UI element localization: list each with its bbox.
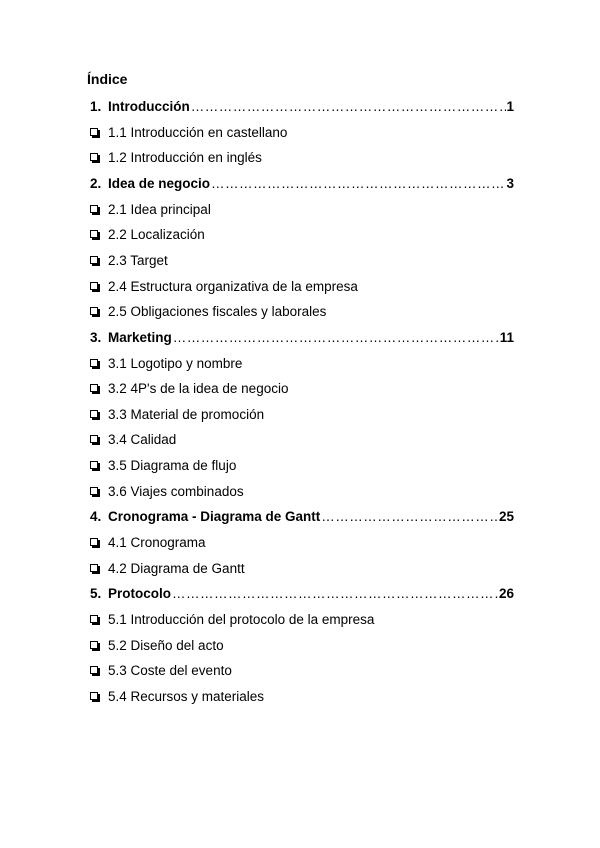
checkbox-bullet-icon (90, 307, 100, 317)
toc-subsection-entry[interactable] (90, 225, 205, 245)
index-title: Índice (87, 71, 128, 87)
toc-subsection-entry[interactable] (90, 430, 176, 450)
subsection-label: 4.2 Diagrama de Gantt (108, 560, 245, 576)
toc-chapter-entry[interactable] (90, 328, 514, 348)
toc-subsection-entry[interactable] (90, 251, 168, 271)
subsection-label: 5.3 Coste del evento (108, 663, 232, 679)
toc-subsection-entry[interactable] (90, 354, 242, 374)
checkbox-bullet-icon (90, 230, 100, 240)
chapter-title: Marketing (108, 329, 172, 345)
toc-subsection-entry[interactable] (90, 405, 264, 425)
dot-leader (172, 584, 499, 604)
subsection-label: 1.2 Introducción en inglés (108, 150, 262, 166)
dot-leader (173, 328, 500, 348)
chapter-page-number: 11 (499, 329, 514, 345)
checkbox-bullet-icon (90, 128, 100, 138)
toc-subsection-entry[interactable] (90, 661, 232, 681)
checkbox-bullet-icon (90, 410, 100, 420)
checkbox-bullet-icon (90, 384, 100, 394)
checkbox-bullet-icon (90, 666, 100, 676)
toc-chapter-entry[interactable] (90, 507, 514, 527)
chapter-page-number: 25 (498, 509, 514, 525)
checkbox-bullet-icon (90, 205, 100, 215)
chapter-title: Introducción (108, 99, 190, 114)
chapter-title: Idea de negocio (108, 175, 211, 191)
subsection-label: 2.5 Obligaciones fiscales y laborales (108, 304, 327, 320)
subsection-label: 5.2 Diseño del acto (108, 637, 224, 653)
checkbox-bullet-icon (90, 692, 100, 702)
subsection-label: 2.3 Target (108, 252, 168, 268)
chapter-number: 5. (90, 586, 102, 602)
checkbox-bullet-icon (90, 615, 100, 625)
toc-chapter-entry[interactable] (90, 97, 514, 117)
subsection-label: 5.1 Introducción del protocolo de la empresa (108, 612, 375, 627)
subsection-label: 2.1 Idea principal (108, 201, 211, 217)
checkbox-bullet-icon (90, 461, 100, 471)
toc-subsection-entry[interactable] (90, 559, 245, 579)
chapter-number: 4. (90, 509, 102, 525)
subsection-label: 3.1 Logotipo y nombre (108, 355, 243, 371)
chapter-number: 1. (90, 99, 102, 114)
chapter-number: 3. (90, 329, 102, 345)
checkbox-bullet-icon (90, 538, 100, 548)
subsection-label: 3.4 Calidad (108, 432, 177, 448)
toc-subsection-entry[interactable] (90, 148, 262, 168)
chapter-page-number: 3 (506, 175, 514, 191)
chapter-number: 2. (90, 175, 102, 191)
checkbox-bullet-icon (90, 359, 100, 369)
toc-subsection-entry[interactable] (90, 302, 326, 322)
toc-chapter-entry[interactable] (90, 174, 514, 194)
toc-subsection-entry[interactable] (90, 277, 358, 297)
subsection-label: 4.1 Cronograma (108, 535, 206, 551)
toc-subsection-entry[interactable] (90, 636, 224, 656)
chapter-page-number: 26 (498, 586, 514, 602)
checkbox-bullet-icon (90, 153, 100, 163)
toc-subsection-entry[interactable] (90, 687, 264, 707)
subsection-label: 2.2 Localización (108, 227, 205, 243)
checkbox-bullet-icon (90, 282, 100, 292)
toc-subsection-entry[interactable] (90, 610, 374, 630)
dot-leader (191, 97, 507, 117)
toc-subsection-entry[interactable] (90, 200, 211, 220)
chapter-page-number: 1 (506, 99, 514, 114)
checkbox-bullet-icon (90, 641, 100, 651)
checkbox-bullet-icon (90, 435, 100, 445)
subsection-label: 5.4 Recursos y materiales (108, 688, 265, 704)
dot-leader (321, 507, 499, 527)
toc-chapter-entry[interactable] (90, 584, 514, 604)
toc-subsection-entry[interactable] (90, 456, 236, 476)
chapter-title: Cronograma - Diagrama de Gantt (108, 509, 321, 525)
chapter-title: Protocolo (108, 586, 171, 602)
dot-leader (211, 174, 506, 194)
toc-subsection-entry[interactable] (90, 533, 206, 553)
subsection-label: 3.6 Viajes combinados (108, 483, 244, 499)
subsection-label: 3.2 4P's de la idea de negocio (108, 381, 289, 397)
toc-subsection-entry[interactable] (90, 379, 288, 399)
checkbox-bullet-icon (90, 487, 100, 497)
toc-subsection-entry[interactable] (90, 123, 287, 143)
subsection-label: 3.3 Material de promoción (108, 406, 265, 422)
toc-subsection-entry[interactable] (90, 482, 244, 502)
checkbox-bullet-icon (90, 256, 100, 266)
checkbox-bullet-icon (90, 564, 100, 574)
subsection-label: 3.5 Diagrama de flujo (108, 458, 237, 474)
subsection-label: 2.4 Estructura organizativa de la empresa (108, 278, 358, 294)
subsection-label: 1.1 Introducción en castellano (108, 124, 288, 140)
